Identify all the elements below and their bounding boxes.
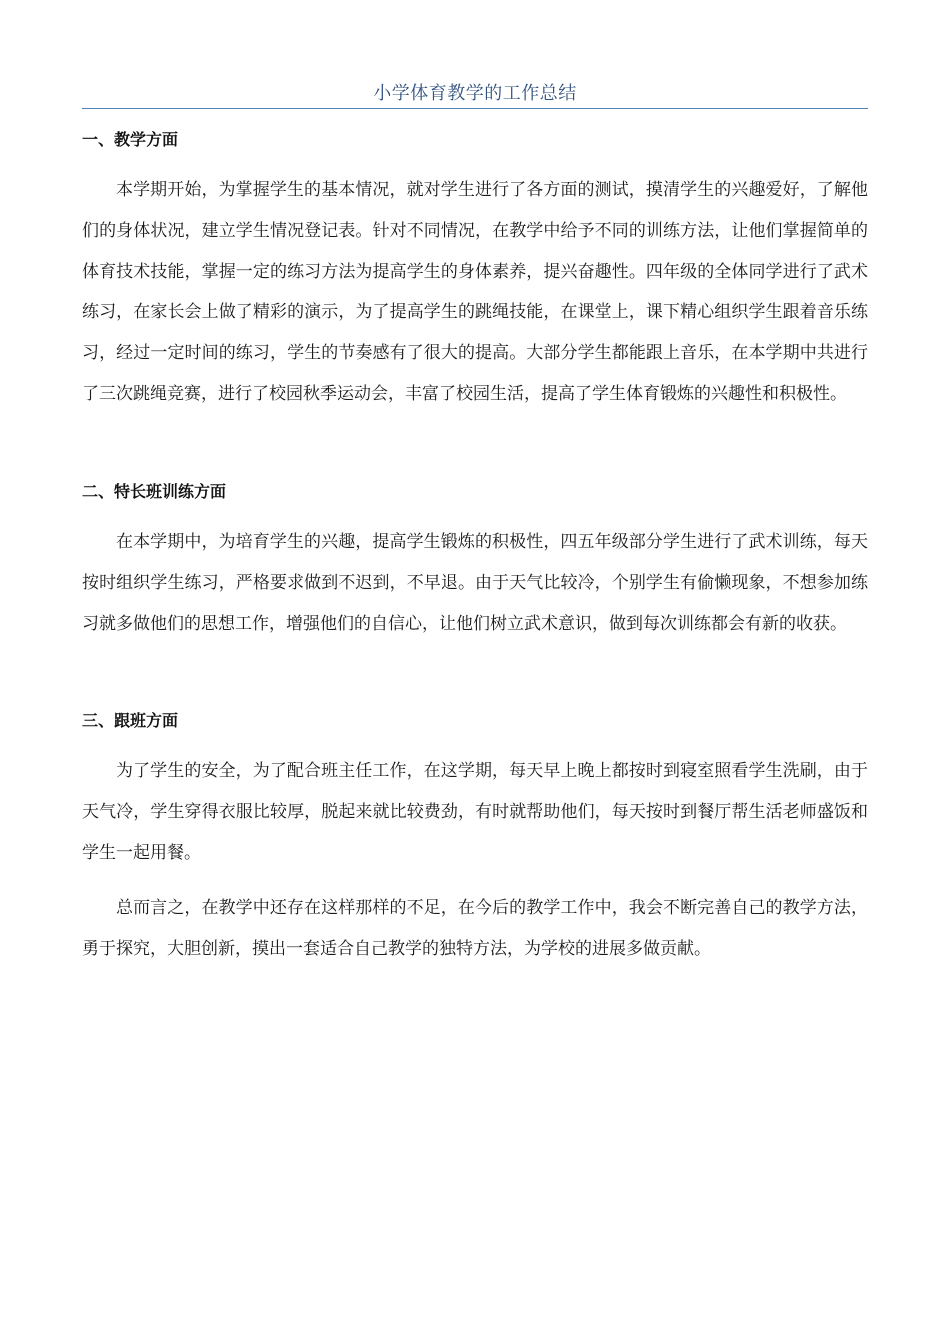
section-paragraph-class-following: 为了学生的安全，为了配合班主任工作，在这学期，每天早上晚上都按时到寝室照看学生洗刷，由于天气冷，学生穿得衣服比较厚，脱起来就比较费劲，有时就帮助他们，每天按时到餐厅帮生活老师盛饭和学生一起用餐。 [82, 761, 868, 863]
section-paragraph-teaching: 本学期开始，为掌握学生的基本情况，就对学生进行了各方面的测试，摸清学生的兴趣爱好，了解他们的身体状况，建立学生情况登记表。针对不同情况，在教学中给予不同的训练方法，让他们掌握简单的体育技术技能，掌握一定的练习方法为提高学生的身体素养，提兴奋趣性。四年级的全体同学进行了武术练习，在家长会上做了精彩的演示，为了提高学生的跳绳技能，在课堂上，课下精心组织学生跟着音乐练习，经过一定时间的练习，学生的节奏感有了很大的提高。大部分学生都能跟上音乐，在本学期中共进行了三次跳绳竞赛，进行了校园秋季运动会，丰富了校园生活，提高了学生体育锻炼的兴趣性和积极性。 [82, 180, 868, 404]
section-heading-class-following: 三、跟班方面 [82, 711, 179, 730]
section-heading-teaching: 一、教学方面 [82, 130, 179, 149]
section-paragraph-special-class: 在本学期中，为培育学生的兴趣，提高学生锻炼的积极性，四五年级部分学生进行了武术训练，每天按时组织学生练习，严格要求做到不迟到，不早退。由于天气比较冷，个别学生有偷懒现象，不想参加练习就多做他们的思想工作，增强他们的自信心，让他们树立武术意识，做到每次训练都会有新的收获。 [82, 532, 868, 634]
conclusion-paragraph: 总而言之，在教学中还存在这样那样的不足，在今后的教学工作中，我会不断完善自己的教学方法，勇于探究，大胆创新，摸出一套适合自己教学的独特方法，为学校的进展多做贡献。 [82, 898, 868, 959]
section-heading-special-class: 二、特长班训练方面 [82, 482, 227, 501]
title-underline [82, 108, 868, 109]
document-title: 小学体育教学的工作总结 [373, 83, 577, 104]
